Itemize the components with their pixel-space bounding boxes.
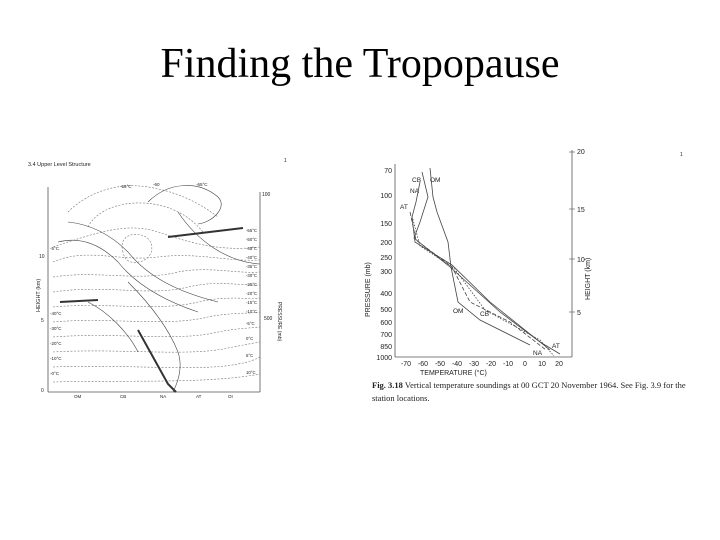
- right-temp-label: -25°C: [246, 282, 258, 287]
- caption-line-2-wrap: [372, 393, 430, 403]
- left-tick-0: 0: [41, 388, 44, 394]
- right-tick-100: 100: [262, 192, 271, 198]
- temperature-tick: 20: [555, 361, 563, 368]
- station-labels: [74, 394, 233, 399]
- pressure-tick: 150: [380, 221, 392, 228]
- temperature-ticks: [401, 361, 563, 368]
- left-temp-label: -20°C: [50, 341, 62, 346]
- left-tick-5: 5: [41, 318, 44, 324]
- sounding-station-label: CB: [412, 177, 422, 184]
- right-figure-page-mark: 1: [680, 152, 683, 158]
- pressure-tick: 300: [380, 269, 392, 276]
- height-tick: 5: [577, 310, 581, 317]
- temperature-tick: -70: [400, 361, 412, 368]
- pressure-tick: 600: [380, 320, 392, 327]
- right-temp-label: -45°C: [246, 246, 258, 251]
- left-temp-label: -30°C: [50, 326, 62, 331]
- sounding-station-label: OM: [453, 308, 464, 315]
- left-figure-header: 3.4 Upper Level Structure: [28, 162, 91, 168]
- right-tick-500: 500: [264, 316, 273, 322]
- right-temp-label: -10°C: [246, 309, 258, 314]
- pressure-tick: 250: [380, 255, 392, 262]
- temperature-tick: 10: [538, 361, 546, 368]
- temperature-tick: -10: [502, 361, 514, 368]
- figure-caption: [372, 380, 686, 390]
- pressure-tick: 500: [380, 307, 392, 314]
- temperature-tick: -40: [451, 361, 463, 368]
- left-temp-label: -10°C: [50, 356, 62, 361]
- station-label: OM: [74, 394, 82, 399]
- right-temp-label: -20°C: [246, 291, 258, 296]
- sounding-station-label: AT: [400, 204, 408, 211]
- station-label: OI: [228, 394, 233, 399]
- pressure-tick: 850: [380, 344, 392, 351]
- left-figure-page-mark: 1: [284, 158, 287, 164]
- height-tick: 10: [577, 257, 585, 264]
- sounding-traces: [410, 168, 560, 356]
- temperature-tick: -20: [485, 361, 497, 368]
- cross-section-figure: [28, 152, 292, 402]
- height-tick: 15: [577, 207, 585, 214]
- left-temp-label: -5°C: [50, 246, 60, 251]
- slide-title: Finding the Tropopause: [160, 41, 560, 87]
- caption-line-2: station locations.: [372, 393, 430, 403]
- station-label: NA: [160, 394, 167, 399]
- left-tick-10: 10: [39, 254, 45, 260]
- right-pressure-axis-label: PRESSURE (mb): [276, 302, 282, 342]
- station-label: CB: [120, 394, 127, 399]
- left-temperature-labels: [50, 246, 62, 376]
- right-temp-label: 5°C: [246, 353, 254, 358]
- temperature-tick: -30: [468, 361, 480, 368]
- pressure-tick: 700: [380, 332, 392, 339]
- pressure-tick: 100: [380, 193, 392, 200]
- pressure-axis-label: PRESSURE (mb): [365, 262, 372, 317]
- right-temp-label: -35°C: [246, 264, 258, 269]
- caption-line-1: Vertical temperature soundings at 00 GCT 20 November 1964. See Fig. 3.9 for the: [404, 380, 686, 390]
- right-temp-label: 10°C: [246, 370, 256, 375]
- temperature-tick: 0: [523, 361, 527, 368]
- isentrope-lines: [58, 186, 260, 392]
- pressure-ticks: [376, 168, 392, 362]
- sounding-station-label: CB: [480, 311, 490, 318]
- sounding-station-label: NA: [410, 188, 420, 195]
- left-top-label: -55°C: [120, 184, 132, 189]
- station-label: AT: [196, 394, 202, 399]
- isotherm-lines: [53, 186, 260, 382]
- right-temp-label: -40°C: [246, 255, 258, 260]
- pressure-tick: 400: [380, 291, 392, 298]
- height-axis-label: HEIGHT (km): [585, 257, 592, 300]
- sounding-station-label: NA: [533, 350, 543, 357]
- temperature-axis-label: TEMPERATURE (°C): [420, 370, 487, 377]
- height-ticks: [577, 149, 585, 317]
- left-y-axis-label: HEIGHT (km): [36, 278, 42, 312]
- pressure-tick: 1000: [376, 355, 392, 362]
- right-temp-label: -15°C: [246, 300, 258, 305]
- temperature-tick: -60: [417, 361, 429, 368]
- sounding-station-label: AT: [552, 343, 560, 350]
- left-top-label: -65°C: [196, 182, 208, 187]
- right-temp-label: -30°C: [246, 273, 258, 278]
- height-tick: 20: [577, 149, 585, 156]
- left-temp-label: -40°C: [50, 311, 62, 316]
- right-temp-label: -50°C: [246, 237, 258, 242]
- sounding-figure: [340, 142, 700, 412]
- sounding-station-labels: [400, 177, 560, 357]
- sounding-station-label: OM: [430, 177, 441, 184]
- left-top-label: -60: [153, 182, 160, 187]
- right-temp-label: -55°C: [246, 228, 258, 233]
- pressure-tick: 200: [380, 240, 392, 247]
- temperature-tick: -50: [434, 361, 446, 368]
- caption-figure-number: Fig. 3.18: [372, 380, 403, 390]
- left-temp-label: -0°C: [50, 371, 60, 376]
- pressure-tick: 70: [384, 168, 392, 175]
- right-temp-label: 0°C: [246, 336, 254, 341]
- right-temp-label: -5°C: [246, 321, 255, 326]
- right-temperature-labels: [246, 228, 257, 375]
